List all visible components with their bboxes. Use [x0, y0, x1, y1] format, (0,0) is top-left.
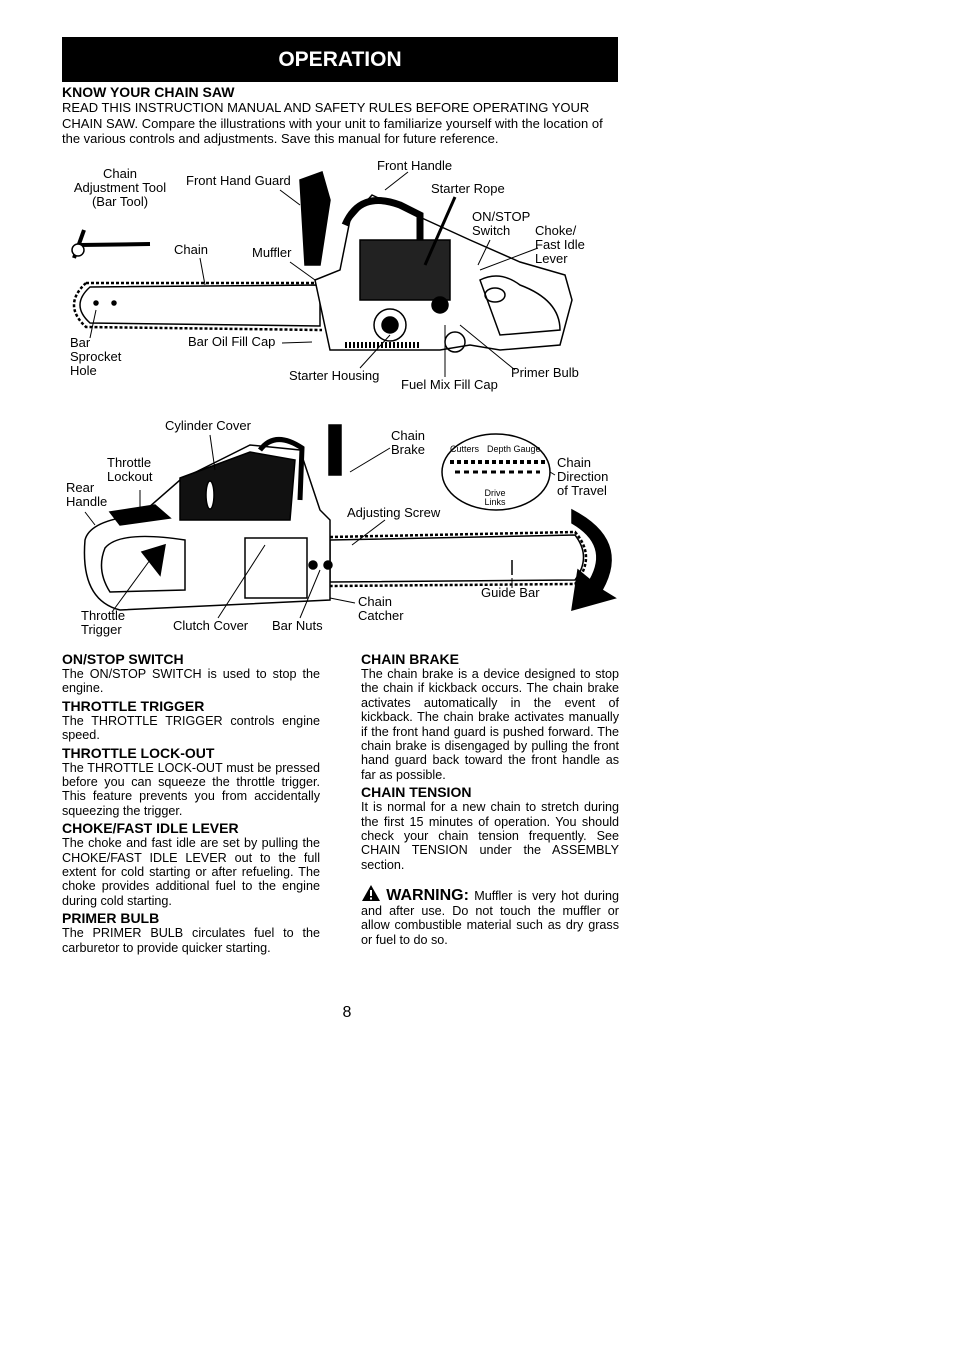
- label-front-hand-guard: Front Hand Guard: [186, 173, 291, 188]
- label-throttle-trigger-line-1: Throttle: [81, 608, 126, 623]
- section-banner: OPERATION: [62, 37, 618, 82]
- label-cutters: Cutters: [450, 444, 480, 454]
- label-on-stop-switch: [472, 210, 530, 238]
- label-chain-brake-line-1: Chain: [391, 428, 425, 443]
- throttle-trigger-text: The THROTTLE TRIGGER controls engine speed.: [62, 713, 320, 743]
- primer-bulb-heading: PRIMER BULB: [62, 910, 160, 927]
- chain-brake-text: The chain brake is a device designed to stop the chain if kickback occurs. The chain brake activates automatically in the event of kickback. The chain brake activates manually if the front hand guard is pushed forward. The chain brake is disengaged by pulling the front hand guard back toward the front handle as far as possible.: [361, 667, 619, 782]
- throttle-trigger-heading: THROTTLE TRIGGER: [62, 697, 205, 714]
- label-muffler: Muffler: [252, 245, 292, 260]
- label-primer-bulb: Primer Bulb: [511, 365, 579, 380]
- label-chain-tool-line-3: (Bar Tool): [91, 194, 149, 209]
- label-chain-direction-of-travel: [557, 456, 608, 498]
- warning-triangle-icon: [361, 884, 381, 902]
- intro-line-3: the various controls and adjustments. Save this manual for future reference.: [62, 131, 499, 146]
- label-choke-line-2: Fast Idle: [535, 237, 585, 252]
- label-direction-line-1: Chain: [557, 455, 591, 470]
- label-front-handle: Front Handle: [377, 158, 453, 173]
- label-bar-sprocket-hole: [70, 336, 121, 378]
- intro-line-1: READ THIS INSTRUCTION MANUAL AND SAFETY RULES BEFORE OPERATING YOUR: [62, 100, 590, 115]
- label-rear-handle-line-1: Rear: [66, 480, 95, 495]
- label-depth-gauge: Depth Gauge: [487, 444, 541, 454]
- label-fuel-mix-fill-cap: Fuel Mix Fill Cap: [401, 377, 498, 392]
- label-clutch-cover: Clutch Cover: [173, 618, 249, 633]
- label-starter-housing: Starter Housing: [289, 368, 380, 383]
- top-saw-body: [300, 172, 572, 352]
- label-drive-links-line-2: Links: [484, 497, 506, 507]
- label-throttle-lockout: [107, 456, 153, 484]
- label-throttle-trigger: [81, 609, 125, 637]
- label-choke-fast-idle-lever: [535, 224, 585, 266]
- label-throttle-lockout-line-1: Throttle: [107, 455, 152, 470]
- label-chain-brake-line-2: Brake: [391, 442, 425, 457]
- label-on-stop-line-1: ON/STOP: [472, 209, 531, 224]
- primer-bulb-text: The PRIMER BULB circulates fuel to the carburetor to provide quicker starting.: [62, 926, 320, 955]
- on-stop-switch-text: The ON/STOP SWITCH is used to stop the engine.: [62, 667, 320, 696]
- label-bar-oil-fill-cap: Bar Oil Fill Cap: [188, 334, 276, 349]
- label-chain-catcher: [358, 595, 404, 623]
- label-chain-tool-line-2: Adjustment Tool: [73, 180, 167, 195]
- label-chain-tool-line-1: Chain: [103, 166, 137, 181]
- label-direction-line-3: of Travel: [557, 483, 607, 498]
- label-throttle-trigger-line-2: Trigger: [81, 622, 122, 637]
- label-chain-catcher-line-2: Catcher: [358, 608, 404, 623]
- left-column: [62, 651, 320, 955]
- choke-fast-idle-text: The choke and fast idle are set by pulling the CHOKE/FAST IDLE LEVER out to the full extent for cold starting or after refueling. The choke provides additional fuel to the engine during cold starting.: [62, 836, 320, 908]
- label-drive-links: [480, 489, 510, 507]
- label-chain-adjustment-tool: [66, 167, 174, 209]
- chainsaw-illustrations: [0, 0, 954, 660]
- chain-tension-text: It is normal for a new chain to stretch during the first 15 minutes of operation. You should check your chain tension frequently. See CHAIN TENSION under the ASSEMBLY section.: [361, 800, 619, 872]
- label-bar-nuts: Bar Nuts: [272, 618, 323, 633]
- label-throttle-lockout-line-2: Lockout: [107, 469, 153, 484]
- label-adjusting-screw: Adjusting Screw: [347, 505, 441, 520]
- label-starter-rope: Starter Rope: [431, 181, 505, 196]
- side-guide-bar: [330, 532, 586, 586]
- chain-tension-heading: CHAIN TENSION: [361, 784, 472, 801]
- label-bar-sprocket-line-2: Sprocket: [70, 349, 122, 364]
- warning-block: [361, 884, 619, 947]
- bar-tool-drawing: [72, 230, 150, 258]
- label-drive-links-line-1: Drive: [484, 488, 506, 498]
- throttle-lockout-heading: THROTTLE LOCK-OUT: [62, 744, 215, 761]
- right-column: [361, 651, 619, 947]
- top-guide-bar: [74, 283, 322, 330]
- page-number: 8: [342, 1004, 352, 1021]
- label-cylinder-cover: Cylinder Cover: [165, 418, 251, 433]
- label-choke-line-1: Choke/: [535, 223, 577, 238]
- label-direction-line-2: Direction: [557, 469, 609, 484]
- warning-text: Muffler is very hot during and after use. Do not touch the muffler or allow combustible material such as dry grass or fuel to do so.: [361, 889, 619, 947]
- on-stop-switch-heading: ON/STOP SWITCH: [62, 651, 184, 667]
- intro-heading: KNOW YOUR CHAIN SAW: [62, 84, 235, 100]
- label-chain: Chain: [174, 242, 208, 257]
- label-chain-catcher-line-1: Chain: [358, 594, 392, 609]
- intro-line-2: CHAIN SAW. Compare the illustrations with your unit to familiarize yourself with the location of: [62, 115, 603, 131]
- label-rear-handle: [66, 481, 107, 509]
- label-choke-line-3: Lever: [535, 251, 568, 266]
- label-on-stop-line-2: Switch: [472, 223, 511, 238]
- label-bar-sprocket-line-3: Hole: [70, 363, 97, 378]
- chain-brake-heading: CHAIN BRAKE: [361, 651, 459, 667]
- throttle-lockout-text: The THROTTLE LOCK-OUT must be pressed before you can squeeze the throttle trigger. This feature prevents you from accidentally squeezing the trigger.: [62, 760, 320, 818]
- label-chain-brake: [391, 429, 425, 457]
- label-guide-bar: Guide Bar: [481, 585, 540, 600]
- label-bar-sprocket-line-1: Bar: [70, 335, 91, 350]
- warning-label: WARNING:: [386, 887, 469, 905]
- choke-fast-idle-heading: CHOKE/FAST IDLE LEVER: [62, 820, 239, 837]
- label-rear-handle-line-2: Handle: [66, 494, 108, 509]
